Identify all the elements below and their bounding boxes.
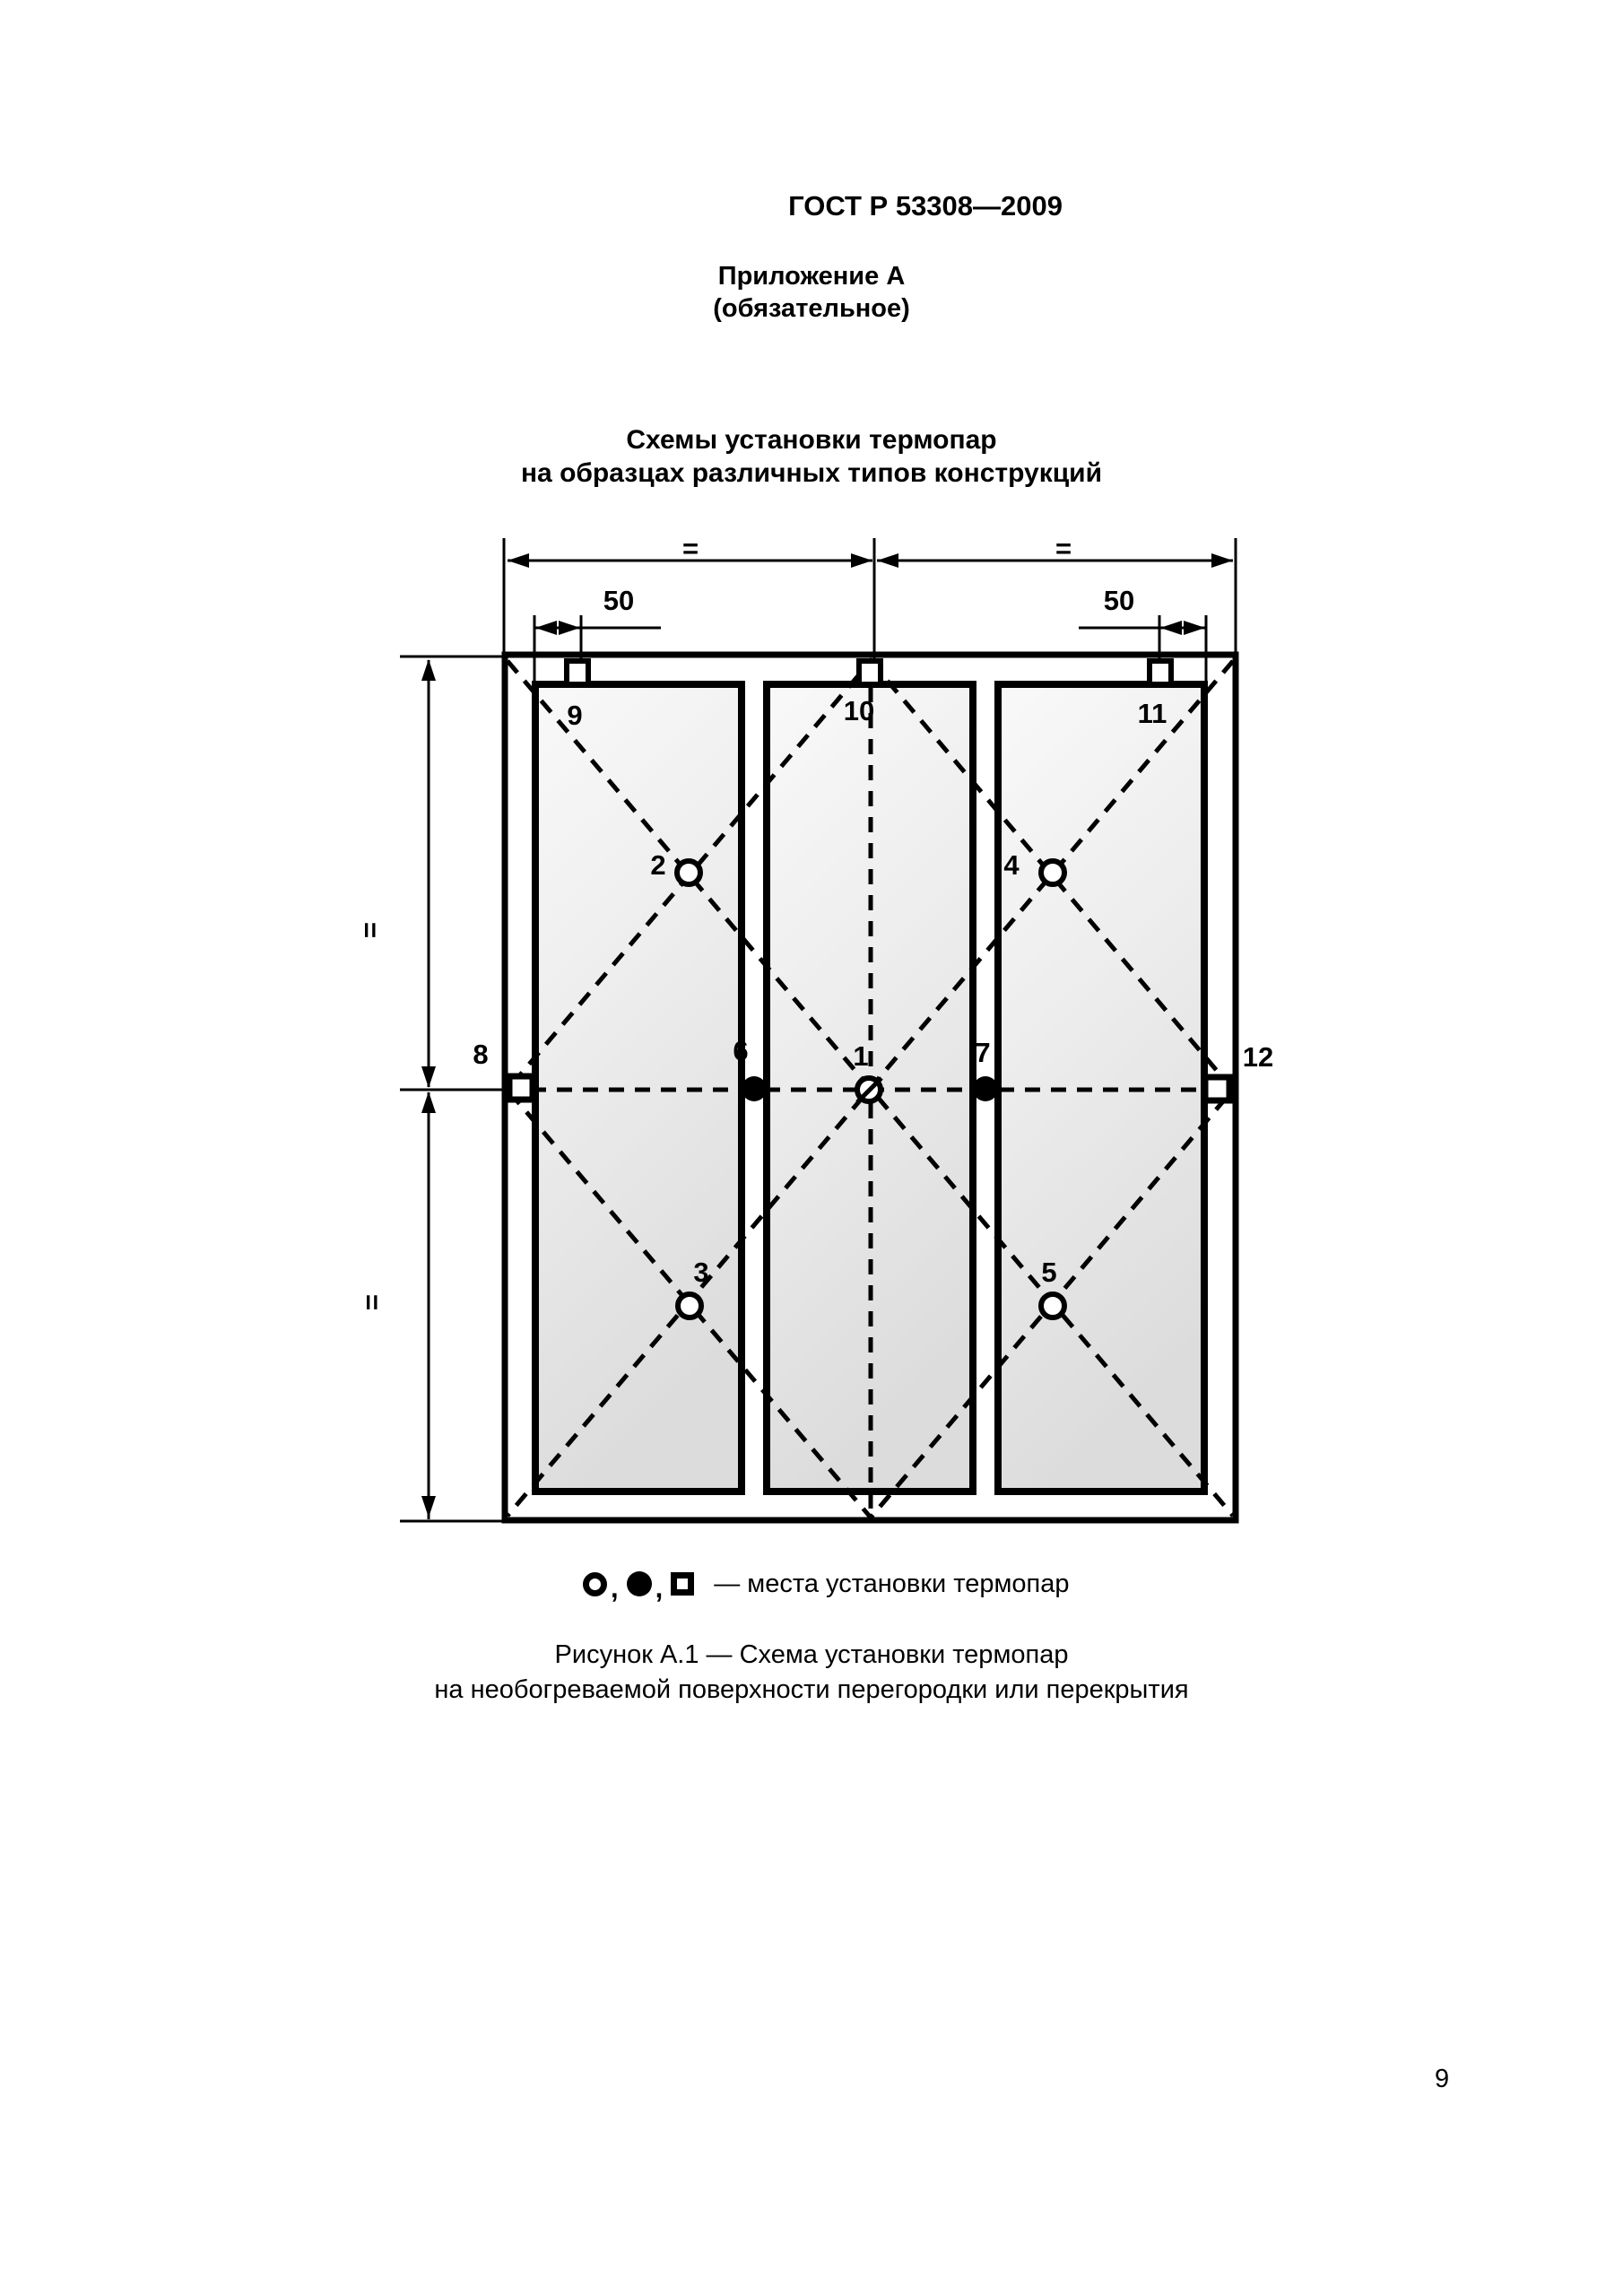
point-label-5: 5 <box>1041 1257 1057 1288</box>
standard-number: ГОСТ Р 53308—2009 <box>788 190 1063 222</box>
legend-comma: , <box>655 1572 664 1604</box>
point-label-4: 4 <box>1003 849 1020 881</box>
thermocouple-11-square <box>1150 661 1171 684</box>
arrowhead <box>508 553 529 568</box>
thermocouple-3-open-circle <box>678 1294 701 1318</box>
arrowhead <box>1184 621 1205 635</box>
dim-50-right: 50 <box>1103 585 1135 616</box>
thermocouple-8-square <box>509 1076 533 1100</box>
appendix-type: (обязательное) <box>713 294 910 323</box>
arrowhead <box>421 659 436 681</box>
legend-open-circle-icon <box>583 1572 607 1596</box>
thermocouple-7-filled-circle <box>973 1076 998 1101</box>
point-label-12: 12 <box>1242 1041 1274 1073</box>
legend-filled-circle-icon <box>627 1571 652 1596</box>
point-label-1: 1 <box>853 1040 869 1072</box>
legend-text: — места установки термопар <box>714 1569 1070 1598</box>
dim-equal-side-bottom: = <box>356 1293 388 1311</box>
arrowhead <box>851 553 872 568</box>
dim-equal-top-right: = <box>1055 533 1072 564</box>
point-label-10: 10 <box>843 695 875 726</box>
thermocouple-scheme-diagram <box>341 502 1327 1570</box>
dim-equal-top-left: = <box>681 533 699 564</box>
section-title-line2: на образцах различных типов конструкций <box>520 458 1103 488</box>
point-label-7: 7 <box>975 1037 991 1068</box>
thermocouple-5-open-circle <box>1041 1294 1064 1318</box>
dim-equal-side-top: = <box>354 921 386 939</box>
arrowhead <box>535 621 557 635</box>
thermocouple-12-square <box>1205 1077 1229 1100</box>
arrowhead <box>421 1091 436 1113</box>
thermocouple-9-square <box>567 661 588 684</box>
thermocouple-4-open-circle <box>1041 861 1064 884</box>
figure-caption-line1: Рисунок А.1 — Схема установки термопар <box>554 1640 1069 1669</box>
thermocouple-6-filled-circle <box>742 1076 767 1101</box>
arrowhead <box>559 621 580 635</box>
arrowhead <box>877 553 898 568</box>
arrowhead <box>1160 621 1182 635</box>
point-label-11: 11 <box>1137 698 1167 729</box>
appendix-title: Приложение А <box>717 262 906 291</box>
point-label-9: 9 <box>567 700 583 731</box>
thermocouple-10-square <box>859 661 881 684</box>
figure-caption <box>0 1638 1623 1708</box>
thermocouple-2-open-circle <box>677 861 700 884</box>
arrowhead <box>421 1496 436 1518</box>
appendix-heading <box>0 260 1623 325</box>
point-label-3: 3 <box>693 1257 709 1288</box>
figure-legend <box>583 1568 1070 1604</box>
point-label-2: 2 <box>650 849 666 881</box>
point-label-8: 8 <box>473 1039 489 1070</box>
legend-open-square-icon <box>671 1572 694 1596</box>
arrowhead <box>1211 553 1233 568</box>
point-label-6: 6 <box>733 1035 749 1066</box>
page-number: 9 <box>1435 2065 1450 2093</box>
dim-50-left: 50 <box>603 585 635 616</box>
arrowhead <box>421 1066 436 1088</box>
section-title-line1: Схемы установки термопар <box>626 425 997 455</box>
figure-caption-line2: на необогреваемой поверхности перегородки или перекрытия <box>434 1675 1189 1704</box>
legend-comma: , <box>611 1572 619 1604</box>
section-title <box>0 423 1623 490</box>
